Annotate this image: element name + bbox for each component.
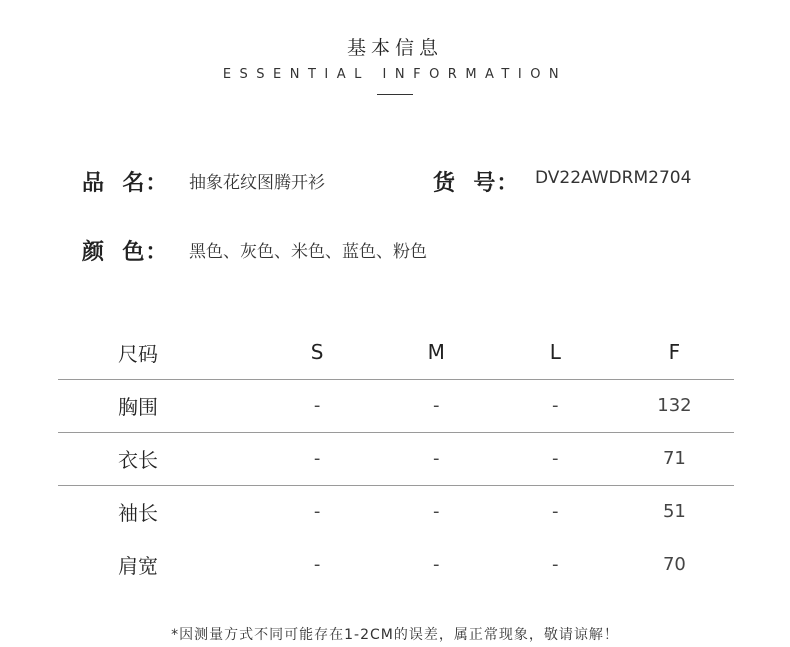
table-cell: 71 <box>615 432 734 485</box>
table-cell: - <box>496 432 615 485</box>
size-col-f: F <box>668 340 681 365</box>
size-table <box>58 326 734 591</box>
table-cell: - <box>496 379 615 432</box>
table-cell: - <box>258 432 377 485</box>
table-cell: 132 <box>615 379 734 432</box>
table-row <box>58 432 734 485</box>
section-title-en: ESSENTIAL INFORMATION <box>222 67 568 82</box>
table-cell: - <box>496 485 615 538</box>
table-cell: 70 <box>662 554 686 575</box>
product-name-value: 抽象花纹图腾开衫 <box>189 173 325 193</box>
table-row <box>58 379 734 432</box>
table-cell: - <box>432 554 440 575</box>
row-label-length: 衣长 <box>58 432 258 485</box>
title-underline <box>377 94 413 95</box>
size-col-s: S <box>310 340 324 365</box>
size-col-l: L <box>549 340 561 365</box>
table-cell: - <box>377 379 496 432</box>
product-name-label: 品 名： <box>82 171 169 196</box>
measurement-footnote: *因测量方式不同可能存在1-2CM的误差，属正常现象，敬请谅解！ <box>171 627 619 643</box>
sku-value: DV22AWDRM2704 <box>535 168 692 188</box>
table-cell: 51 <box>615 485 734 538</box>
table-row <box>58 538 734 591</box>
color-value: 黑色、灰色、米色、蓝色、粉色 <box>189 242 427 262</box>
table-cell: - <box>258 485 377 538</box>
color-label: 颜 色： <box>82 240 169 265</box>
table-cell: - <box>258 379 377 432</box>
row-label-sleeve: 袖长 <box>58 485 258 538</box>
size-header-label: 尺码 <box>118 341 158 366</box>
table-cell: - <box>552 554 559 575</box>
table-cell: - <box>313 554 321 575</box>
size-col-m: M <box>427 340 445 365</box>
row-label-shoulder: 肩宽 <box>118 554 158 578</box>
table-cell: - <box>377 485 496 538</box>
sku-label: 货 号： <box>433 171 520 196</box>
table-row <box>58 485 734 538</box>
section-title-cn: 基本信息 <box>346 37 443 59</box>
table-cell: - <box>377 432 496 485</box>
size-header-row <box>58 326 734 379</box>
row-label-chest: 胸围 <box>58 379 258 432</box>
